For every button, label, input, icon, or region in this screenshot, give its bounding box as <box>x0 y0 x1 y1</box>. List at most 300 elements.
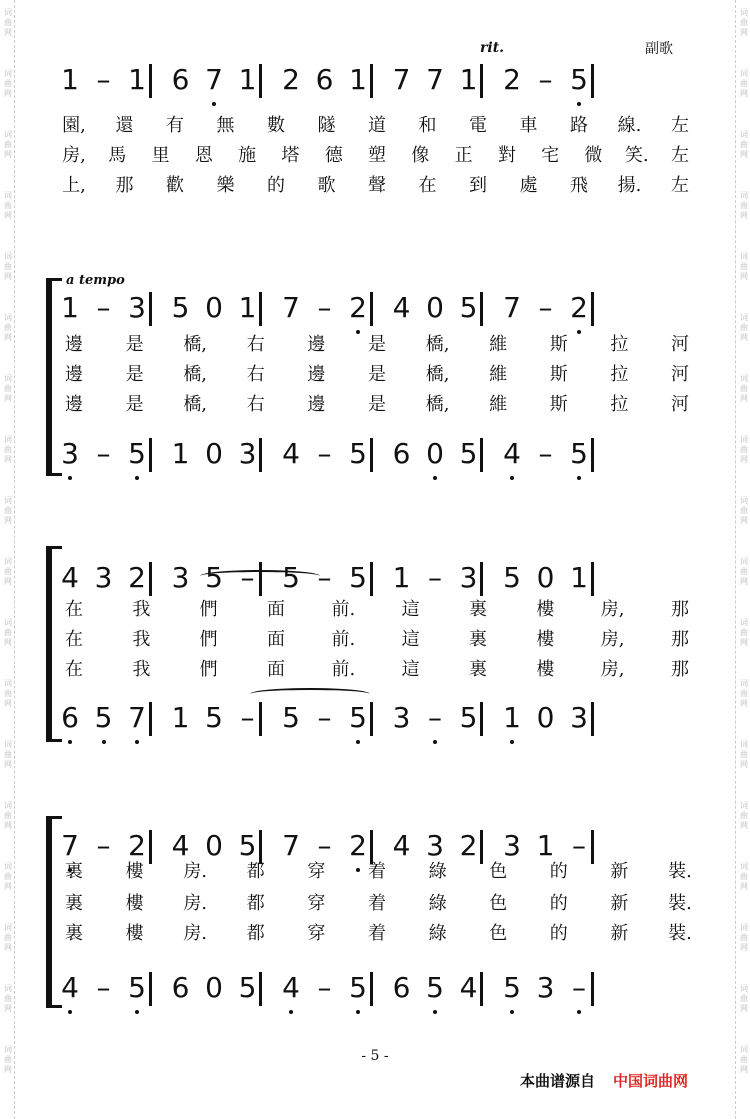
barline <box>370 972 373 1006</box>
dash-note: – <box>538 291 553 324</box>
lyric-syllable: 樂 <box>216 175 235 196</box>
note: 1 <box>61 291 79 324</box>
lyric-syllable: 裏 <box>469 659 487 680</box>
lyric-syllable: 像 <box>411 145 430 166</box>
lyric-syllable: 是 <box>368 334 386 355</box>
barline <box>370 292 373 326</box>
note: 1 <box>503 701 521 734</box>
note: 1 <box>61 63 79 96</box>
note: 4 <box>61 561 79 594</box>
note: 4 <box>459 971 478 1004</box>
dash-note: – <box>96 437 111 470</box>
barline <box>370 438 373 472</box>
watermark-text: 词曲网 <box>740 496 748 525</box>
lyric-syllable: 無 <box>216 115 235 136</box>
a-tempo-marking: a tempo <box>66 273 125 288</box>
watermark-text: 词曲网 <box>740 69 748 98</box>
lyric-syllable: 裏 <box>469 629 487 650</box>
note: 6 <box>171 971 190 1004</box>
note: 2 <box>128 561 146 594</box>
lyric-syllable: 路 <box>570 115 588 136</box>
note: 0 <box>205 437 223 470</box>
barline <box>149 64 152 98</box>
page-number: - 5 - <box>361 1048 389 1064</box>
lyric-syllable: 房. <box>183 861 208 882</box>
note: 7 <box>426 63 444 96</box>
note: 5 <box>349 971 367 1004</box>
lyric-syllable: 歡 <box>166 175 184 196</box>
note: 1 <box>392 561 411 594</box>
note: 5 <box>503 971 521 1004</box>
lyric-syllable: 飛 <box>570 175 588 196</box>
watermark-text: 词曲网 <box>4 496 12 525</box>
lyric-syllable: 上, <box>62 175 86 196</box>
lyric-syllable: 房. <box>183 923 208 944</box>
lyric-syllable: 邊 <box>307 364 326 385</box>
note: 3 <box>536 971 555 1004</box>
barline <box>370 702 373 736</box>
lyric-syllable: 在 <box>65 599 83 620</box>
octave-dot <box>510 740 514 744</box>
watermark-text: 词曲网 <box>740 252 748 281</box>
dash-note: – <box>538 63 553 96</box>
lyric-syllable: 都 <box>246 893 265 914</box>
notation-line <box>0 970 750 1010</box>
note: 7 <box>282 291 300 324</box>
octave-dot <box>577 476 581 480</box>
note: 7 <box>282 829 300 862</box>
note: 7 <box>128 701 146 734</box>
lyric-syllable: 左 <box>671 115 689 136</box>
watermark-text: 词曲网 <box>4 435 12 464</box>
note: 5 <box>570 63 588 96</box>
watermark-text: 词曲网 <box>740 130 748 159</box>
lyric-syllable: 左 <box>671 145 689 166</box>
dash-note: – <box>317 829 332 862</box>
watermark-text: 词曲网 <box>4 252 12 281</box>
notation-line <box>0 290 750 330</box>
lyric-syllable: 在 <box>418 175 437 196</box>
lyric-syllable: 是 <box>125 394 144 415</box>
octave-dot <box>433 740 437 744</box>
note: 3 <box>426 829 444 862</box>
note: 1 <box>570 561 588 594</box>
system-bracket-top-cap <box>46 546 62 549</box>
lyric-syllable: 面 <box>267 599 285 620</box>
lyric-line <box>0 363 750 387</box>
note: 4 <box>392 291 411 324</box>
note: 2 <box>349 291 367 324</box>
lyric-syllable: 數 <box>267 115 285 136</box>
note: 0 <box>426 437 444 470</box>
note: 3 <box>503 829 521 862</box>
lyric-syllable: 是 <box>125 364 144 385</box>
watermark-text: 词曲网 <box>4 8 12 37</box>
lyric-syllable: 拉 <box>610 394 629 415</box>
barline <box>480 292 483 326</box>
lyric-syllable: 隧 <box>317 115 336 136</box>
barline <box>149 702 152 736</box>
watermark-text: 词曲网 <box>740 801 748 830</box>
lyric-syllable: 歌 <box>317 175 336 196</box>
notation-line <box>0 700 750 740</box>
dash-note: – <box>96 63 111 96</box>
note: 5 <box>349 437 367 470</box>
watermark-text: 词曲网 <box>740 374 748 403</box>
barline <box>370 64 373 98</box>
note: 3 <box>459 561 478 594</box>
lyric-syllable: 裏 <box>65 923 83 944</box>
lyric-syllable: 房, <box>62 145 86 166</box>
dash-note: – <box>240 701 255 734</box>
lyric-syllable: 微 <box>584 145 603 166</box>
octave-dot <box>135 476 139 480</box>
dash-note: – <box>96 971 111 1004</box>
lyric-syllable: 斯 <box>549 364 568 385</box>
lyric-syllable: 聲 <box>368 175 386 196</box>
dash-note: – <box>428 701 442 734</box>
note: 7 <box>61 829 79 862</box>
lyric-syllable: 這 <box>401 629 420 650</box>
note: 3 <box>570 701 588 734</box>
note: 4 <box>503 437 521 470</box>
lyric-syllable: 在 <box>65 629 83 650</box>
tie-arc <box>250 688 370 700</box>
lyric-syllable: 是 <box>368 394 386 415</box>
lyric-syllable: 穿 <box>307 893 326 914</box>
system-bracket-top-cap <box>46 278 62 281</box>
note: 5 <box>459 701 478 734</box>
octave-dot <box>510 476 514 480</box>
source-label: 本曲谱源自 <box>520 1072 596 1090</box>
lyric-syllable: 笑. <box>624 145 649 166</box>
note: 0 <box>536 561 555 594</box>
lyric-syllable: 色 <box>489 923 508 944</box>
note: 3 <box>128 291 146 324</box>
barline <box>149 292 152 326</box>
lyric-syllable: 河 <box>671 364 689 385</box>
watermark-text: 词曲网 <box>740 923 748 952</box>
note: 6 <box>392 437 411 470</box>
lyric-syllable: 處 <box>519 175 538 196</box>
lyric-syllable: 色 <box>489 861 508 882</box>
lyric-syllable: 斯 <box>549 394 568 415</box>
barline <box>259 292 262 326</box>
lyric-syllable: 都 <box>246 861 265 882</box>
barline <box>259 972 262 1006</box>
lyric-syllable: 我 <box>132 599 151 620</box>
note: 5 <box>570 437 588 470</box>
lyric-syllable: 新 <box>610 923 629 944</box>
watermark-text: 词曲网 <box>740 618 748 647</box>
lyric-syllable: 正 <box>454 145 473 166</box>
watermark-text: 词曲网 <box>4 740 12 769</box>
barline <box>480 972 483 1006</box>
note: 4 <box>392 829 411 862</box>
section-label-chorus: 副歌 <box>645 41 673 57</box>
notation-line <box>0 62 750 102</box>
watermark-text: 词曲网 <box>4 557 12 586</box>
barline <box>149 830 152 864</box>
lyric-syllable: 橋, <box>183 394 208 415</box>
lyric-syllable: 拉 <box>610 334 629 355</box>
lyric-syllable: 的 <box>549 923 568 944</box>
barline <box>591 438 594 472</box>
octave-dot <box>577 1010 581 1014</box>
watermark-text: 词曲网 <box>740 8 748 37</box>
lyric-syllable: 還 <box>115 115 134 136</box>
note: 4 <box>282 971 300 1004</box>
note: 5 <box>459 291 478 324</box>
barline <box>591 64 594 98</box>
lyric-syllable: 橋, <box>425 394 450 415</box>
octave-dot <box>356 740 360 744</box>
note: 5 <box>205 561 223 594</box>
octave-dot <box>68 476 72 480</box>
octave-dot <box>68 1010 72 1014</box>
lyric-syllable: 那 <box>671 599 689 620</box>
lyric-syllable: 施 <box>238 145 257 166</box>
watermark-text: 词曲网 <box>4 191 12 220</box>
watermark-text: 词曲网 <box>4 679 12 708</box>
watermark-text: 词曲网 <box>4 69 12 98</box>
lyric-syllable: 房, <box>600 629 625 650</box>
lyric-syllable: 維 <box>489 394 508 415</box>
lyric-syllable: 新 <box>610 861 629 882</box>
lyric-syllable: 邊 <box>307 334 326 355</box>
barline <box>591 292 594 326</box>
note: 5 <box>238 829 257 862</box>
barline <box>480 64 483 98</box>
note: 2 <box>459 829 478 862</box>
lyric-syllable: 里 <box>151 145 170 166</box>
lyric-syllable: 前. <box>331 599 356 620</box>
dash-note: – <box>317 701 332 734</box>
lyric-line <box>0 144 750 168</box>
watermark-text: 词曲网 <box>4 618 12 647</box>
note: 1 <box>238 63 257 96</box>
lyric-syllable: 對 <box>497 145 516 166</box>
note: 1 <box>238 291 257 324</box>
note: 0 <box>426 291 444 324</box>
tie-arc <box>200 570 320 582</box>
note: 4 <box>282 437 300 470</box>
lyric-syllable: 那 <box>671 659 689 680</box>
lyric-syllable: 車 <box>519 115 538 136</box>
note: 3 <box>392 701 411 734</box>
lyric-syllable: 裏 <box>65 861 83 882</box>
note: 6 <box>61 701 79 734</box>
watermark-text: 词曲网 <box>4 130 12 159</box>
barline <box>591 702 594 736</box>
watermark-text: 词曲网 <box>4 984 12 1013</box>
note: 5 <box>171 291 190 324</box>
octave-dot <box>433 476 437 480</box>
lyric-syllable: 樓 <box>125 861 144 882</box>
lyric-syllable: 穿 <box>307 923 326 944</box>
barline <box>259 64 262 98</box>
barline <box>259 830 262 864</box>
dash-note: – <box>317 971 332 1004</box>
dash-note: – <box>538 437 553 470</box>
lyric-syllable: 穿 <box>307 861 326 882</box>
lyric-syllable: 面 <box>267 629 285 650</box>
lyric-syllable: 着 <box>368 893 386 914</box>
note: 4 <box>61 971 79 1004</box>
octave-dot <box>356 1010 360 1014</box>
octave-dot <box>102 740 106 744</box>
lyric-syllable: 是 <box>368 364 386 385</box>
note: 2 <box>128 829 146 862</box>
lyric-syllable: 是 <box>125 334 144 355</box>
lyric-syllable: 宅 <box>541 145 560 166</box>
lyric-syllable: 這 <box>401 599 420 620</box>
lyric-syllable: 都 <box>246 923 265 944</box>
lyric-syllable: 綠 <box>428 861 447 882</box>
note: 5 <box>128 437 146 470</box>
lyric-syllable: 馬 <box>108 145 127 166</box>
lyric-syllable: 裝. <box>668 893 692 914</box>
lyric-syllable: 道 <box>368 115 386 136</box>
note: 1 <box>128 63 146 96</box>
watermark-text: 词曲网 <box>4 923 12 952</box>
octave-dot <box>510 1010 514 1014</box>
watermark-text: 词曲网 <box>740 740 748 769</box>
lyric-syllable: 們 <box>199 659 218 680</box>
note: 5 <box>426 971 444 1004</box>
dash-note: – <box>317 437 332 470</box>
lyric-syllable: 樓 <box>536 659 555 680</box>
barline <box>480 702 483 736</box>
note: 5 <box>349 701 367 734</box>
note: 5 <box>349 561 367 594</box>
lyric-syllable: 樓 <box>536 629 555 650</box>
octave-dot <box>212 102 216 106</box>
lyric-syllable: 電 <box>469 115 487 136</box>
note: 5 <box>94 701 113 734</box>
note: 6 <box>315 63 334 96</box>
lyric-syllable: 維 <box>489 364 508 385</box>
lyric-syllable: 那 <box>671 629 689 650</box>
lyric-line <box>0 598 750 622</box>
barline <box>591 830 594 864</box>
lyric-syllable: 右 <box>246 334 265 355</box>
note: 0 <box>205 291 223 324</box>
lyric-syllable: 新 <box>610 893 629 914</box>
lyric-syllable: 河 <box>671 334 689 355</box>
lyric-syllable: 這 <box>401 659 420 680</box>
lyric-syllable: 橋, <box>183 364 208 385</box>
barline <box>370 562 373 596</box>
note: 2 <box>282 63 300 96</box>
notation-line <box>0 436 750 476</box>
dash-note: – <box>572 971 586 1004</box>
lyric-syllable: 邊 <box>65 394 83 415</box>
note: 2 <box>349 829 367 862</box>
rit-marking: rit. <box>480 40 505 56</box>
lyric-line <box>0 114 750 138</box>
lyric-syllable: 着 <box>368 923 386 944</box>
note: 5 <box>503 561 521 594</box>
source-brand: 中国词曲网 <box>613 1072 689 1090</box>
note: 7 <box>503 291 521 324</box>
watermark-text: 词曲网 <box>4 313 12 342</box>
lyric-syllable: 們 <box>199 599 218 620</box>
note: 0 <box>205 971 223 1004</box>
lyric-syllable: 的 <box>267 175 285 196</box>
dash-note: – <box>317 561 332 594</box>
octave-dot <box>289 1010 293 1014</box>
lyric-syllable: 左 <box>671 175 689 196</box>
octave-dot <box>135 1010 139 1014</box>
lyric-syllable: 面 <box>267 659 285 680</box>
octave-dot <box>577 102 581 106</box>
lyric-syllable: 橋, <box>183 334 208 355</box>
lyric-syllable: 邊 <box>65 334 83 355</box>
lyric-syllable: 橋, <box>425 364 450 385</box>
lyric-syllable: 德 <box>324 145 343 166</box>
lyric-syllable: 裝. <box>668 923 692 944</box>
lyric-syllable: 線. <box>617 115 642 136</box>
barline <box>370 830 373 864</box>
lyric-syllable: 着 <box>368 861 386 882</box>
lyric-syllable: 有 <box>166 115 184 136</box>
dash-note: – <box>96 829 111 862</box>
note: 3 <box>171 561 190 594</box>
lyric-syllable: 右 <box>246 394 265 415</box>
lyric-syllable: 裏 <box>65 893 83 914</box>
dash-note: – <box>572 829 586 862</box>
watermark-text: 词曲网 <box>740 984 748 1013</box>
barline <box>480 562 483 596</box>
system-bracket-top-cap <box>46 816 62 819</box>
note: 6 <box>171 63 190 96</box>
watermark-text: 词曲网 <box>740 191 748 220</box>
watermark-text: 词曲网 <box>740 862 748 891</box>
lyric-syllable: 樓 <box>125 893 144 914</box>
source-credit <box>520 1070 688 1091</box>
note: 1 <box>349 63 367 96</box>
octave-dot <box>68 740 72 744</box>
lyric-syllable: 綠 <box>428 923 447 944</box>
barline <box>591 562 594 596</box>
lyric-syllable: 色 <box>489 893 508 914</box>
lyric-syllable: 塔 <box>281 145 300 166</box>
lyric-syllable: 斯 <box>549 334 568 355</box>
note: 6 <box>392 971 411 1004</box>
lyric-syllable: 塑 <box>368 145 386 166</box>
watermark-text: 词曲网 <box>4 801 12 830</box>
lyric-syllable: 維 <box>489 334 508 355</box>
lyric-syllable: 邊 <box>307 394 326 415</box>
note: 5 <box>205 701 223 734</box>
lyric-line <box>0 174 750 198</box>
lyric-syllable: 揚. <box>617 175 642 196</box>
lyric-line <box>0 892 750 916</box>
note: 1 <box>459 63 478 96</box>
lyric-syllable: 拉 <box>610 364 629 385</box>
barline <box>149 562 152 596</box>
lyric-syllable: 河 <box>671 394 689 415</box>
lyric-syllable: 裏 <box>469 599 487 620</box>
lyric-line <box>0 658 750 682</box>
note: 5 <box>238 971 257 1004</box>
note: 3 <box>94 561 113 594</box>
note: 2 <box>503 63 521 96</box>
lyric-syllable: 們 <box>199 629 218 650</box>
note: 3 <box>61 437 79 470</box>
lyric-syllable: 在 <box>65 659 83 680</box>
